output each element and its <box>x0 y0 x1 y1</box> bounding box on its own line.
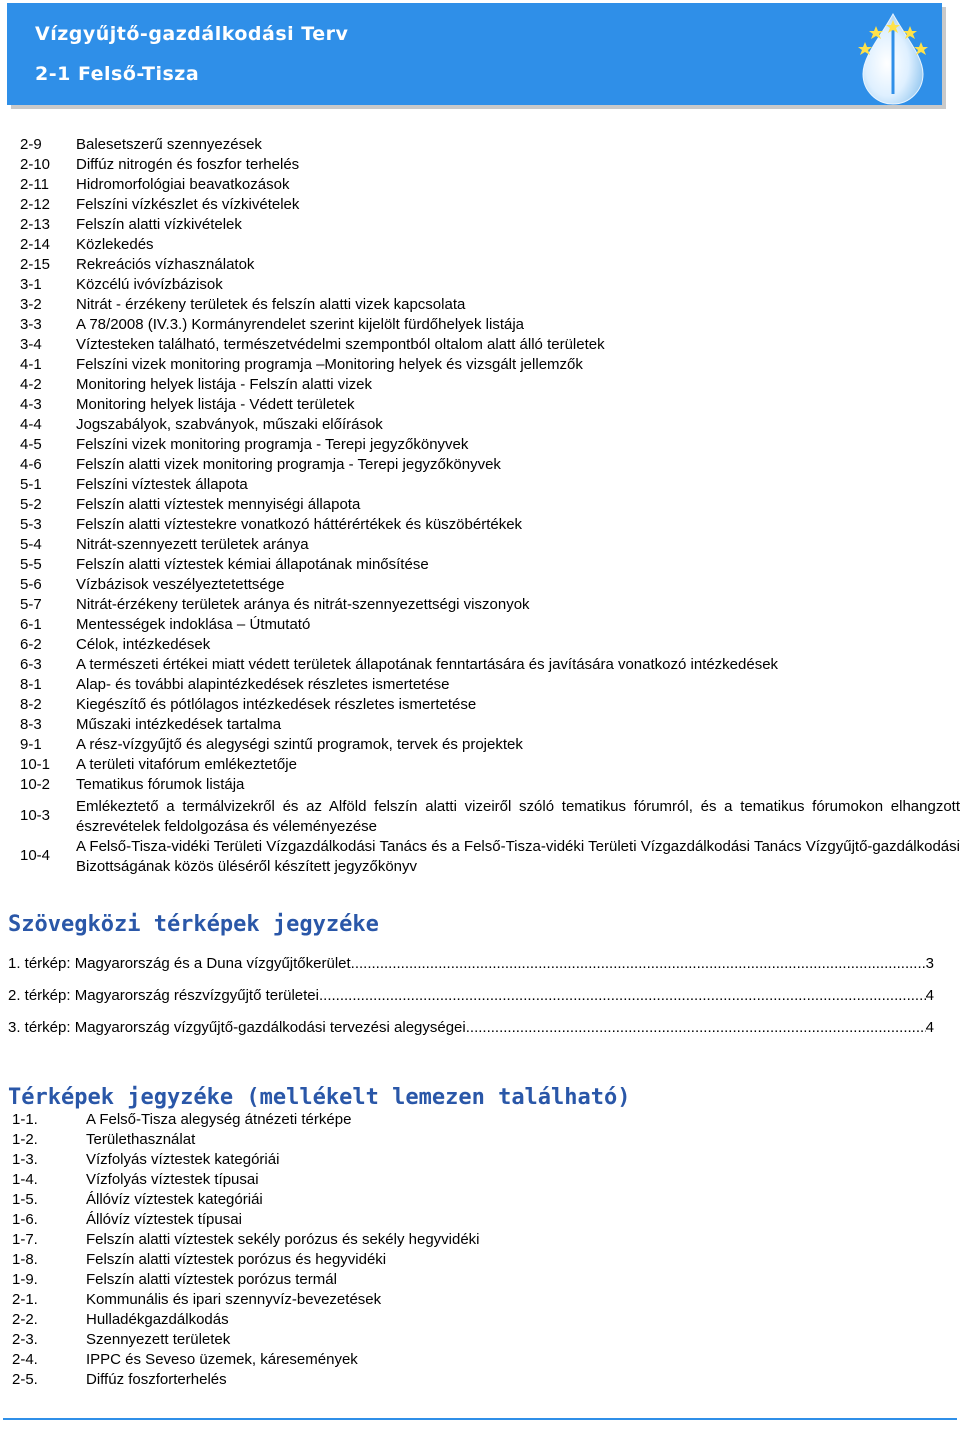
item-code: 5-3 <box>20 516 42 533</box>
item-code: 4-5 <box>20 436 42 453</box>
header-banner <box>7 3 942 105</box>
item-code: 3-4 <box>20 336 42 353</box>
item-title: Nitrát-érzékeny területek aránya és nitrát-szennyezettségi viszonyok <box>76 596 530 613</box>
item-code: 6-2 <box>20 636 42 653</box>
item-title: Felszíni vízkészlet és vízkivételek <box>76 196 300 213</box>
item-title: A területi vitafórum emlékeztetője <box>76 756 297 773</box>
item-title: Felszíni vizek monitoring programja –Monitoring helyek és vizsgált jellemzők <box>76 356 583 373</box>
item-title: Vízbázisok veszélyeztetettsége <box>76 576 285 593</box>
item-title: Diffúz foszforterhelés <box>86 1371 227 1388</box>
toc-leader-dots <box>319 987 926 1004</box>
item-title: Monitoring helyek listája - Védett területek <box>76 396 355 413</box>
item-title: Felszíni víztestek állapota <box>76 476 248 493</box>
toc-entry[interactable] <box>8 1019 934 1039</box>
item-title: Monitoring helyek listája - Felszín alatti vizek <box>76 376 372 393</box>
item-code: 6-1 <box>20 616 42 633</box>
item-title: Hulladékgazdálkodás <box>86 1311 229 1328</box>
item-title: Állóvíz víztestek kategóriái <box>86 1191 263 1208</box>
item-code: 2-9 <box>20 136 42 153</box>
item-code: 2-15 <box>20 256 51 273</box>
item-code: 4-4 <box>20 416 42 433</box>
eu-water-drop-logo-icon <box>843 6 942 105</box>
item-code: 2-13 <box>20 216 51 233</box>
toc-entry[interactable] <box>8 987 934 1007</box>
list-item <box>0 837 960 877</box>
item-title: Kiegészítő és pótlólagos intézkedések részletes ismertetése <box>76 696 477 713</box>
item-code: 1-8. <box>12 1251 38 1268</box>
item-code: 10-1 <box>20 756 51 773</box>
item-title: Célok, intézkedések <box>76 636 211 653</box>
item-title: Felszín alatti vízkivételek <box>76 216 242 233</box>
item-title: Hidromorfológiai beavatkozások <box>76 176 290 193</box>
item-title: Rekreációs vízhasználatok <box>76 256 255 273</box>
item-title: Emlékeztető a termálvizekről és az Alföld felszín alatti vizeiről szóló tematikus fórumról, és a tematikus fórumokon elhangzott észrevételek feldolgozása és véleményezése <box>76 798 960 835</box>
toc-page-number: 3 <box>925 955 934 972</box>
item-code: 8-3 <box>20 716 42 733</box>
item-code: 10-4 <box>20 847 51 864</box>
item-code: 1-5. <box>12 1191 38 1208</box>
item-code: 2-4. <box>12 1351 38 1368</box>
toc-page-number: 4 <box>925 987 934 1004</box>
item-code: 2-14 <box>20 236 51 253</box>
item-code: 1-2. <box>12 1131 38 1148</box>
item-code: 5-4 <box>20 536 42 553</box>
item-title: A 78/2008 (IV.3.) Kormányrendelet szerint kijelölt fürdőhelyek listája <box>76 316 525 333</box>
item-title: Nitrát - érzékeny területek és felszín alatti vizek kapcsolata <box>76 296 466 313</box>
toc-entry-title: 2. térkép: Magyarország részvízgyűjtő területei <box>8 987 319 1004</box>
item-title: Kommunális és ipari szennyvíz-bevezetések <box>86 1291 382 1308</box>
item-title: Felszín alatti víztestek mennyiségi állapota <box>76 496 361 513</box>
toc-leader-dots <box>351 955 926 972</box>
item-code: 2-11 <box>20 176 49 193</box>
item-code: 6-3 <box>20 656 42 673</box>
item-code: 1-9. <box>12 1271 38 1288</box>
item-code: 4-3 <box>20 396 42 413</box>
item-code: 2-3. <box>12 1331 38 1348</box>
item-title: IPPC és Seveso üzemek, káresemények <box>86 1351 358 1368</box>
item-code: 5-2 <box>20 496 42 513</box>
item-code: 5-7 <box>20 596 42 613</box>
item-code: 5-1 <box>20 476 42 493</box>
item-title: Közcélú ivóvízbázisok <box>76 276 223 293</box>
item-title: Jogszabályok, szabványok, műszaki előírások <box>76 416 383 433</box>
item-title: A Felső-Tisza alegység átnézeti térképe <box>86 1111 352 1128</box>
item-code: 3-2 <box>20 296 42 313</box>
item-title: A Felső-Tisza-vidéki Területi Vízgazdálkodási Tanács és a Felső-Tisza-vidéki Területi Vízgazdálkodási Tanács Vízgyűjtő-gazdálkodási Bizottságának közös üléséről készített jegyzőkönyv <box>76 838 960 875</box>
footer-divider <box>3 1418 957 1420</box>
item-code: 2-12 <box>20 196 51 213</box>
item-code: 4-6 <box>20 456 42 473</box>
item-code: 1-6. <box>12 1211 38 1228</box>
toc-leader-dots <box>466 1019 926 1036</box>
document-title: Vízgyűjtő-gazdálkodási Terv <box>35 23 349 45</box>
item-code: 8-2 <box>20 696 42 713</box>
item-code: 8-1 <box>20 676 42 693</box>
item-title: Területhasználat <box>86 1131 196 1148</box>
item-title: Közlekedés <box>76 236 154 253</box>
item-code: 1-1. <box>12 1111 38 1128</box>
item-code: 2-1. <box>12 1291 38 1308</box>
item-code: 2-5. <box>12 1371 38 1388</box>
item-title: Szennyezett területek <box>86 1331 231 1348</box>
item-code: 4-2 <box>20 376 42 393</box>
item-title: A rész-vízgyűjtő és alegységi szintű programok, tervek és projektek <box>76 736 523 753</box>
toc-page-number: 4 <box>925 1019 934 1036</box>
item-title: Felszíni vizek monitoring programja - Terepi jegyzőkönyvek <box>76 436 469 453</box>
item-title: Műszaki intézkedések tartalma <box>76 716 282 733</box>
list-item <box>0 797 960 837</box>
document-subtitle: 2-1 Felső-Tisza <box>35 63 200 85</box>
item-title: Állóvíz víztestek típusai <box>86 1211 242 1228</box>
item-title: Tematikus fórumok listája <box>76 776 245 793</box>
toc-entry[interactable] <box>8 955 934 975</box>
text-maps-heading: Szövegközi térképek jegyzéke <box>8 912 379 937</box>
toc-entry-title: 3. térkép: Magyarország vízgyűjtő-gazdálkodási tervezési alegységei <box>8 1019 466 1036</box>
item-code: 5-6 <box>20 576 42 593</box>
item-code: 3-1 <box>20 276 42 293</box>
item-title: Felszín alatti víztestekre vonatkozó háttérértékek és küszöbértékek <box>76 516 523 533</box>
item-code: 10-3 <box>20 807 51 824</box>
item-code: 1-7. <box>12 1231 38 1248</box>
item-title: Vízfolyás víztestek típusai <box>86 1171 259 1188</box>
toc-entry-title: 1. térkép: Magyarország és a Duna vízgyűjtőkerület <box>8 955 351 972</box>
item-title: Alap- és további alapintézkedések részletes ismertetése <box>76 676 450 693</box>
item-code: 3-3 <box>20 316 42 333</box>
item-title: Felszín alatti víztestek porózus és hegyvidéki <box>86 1251 387 1268</box>
item-title: Vízfolyás víztestek kategóriái <box>86 1151 280 1168</box>
item-title: Felszín alatti víztestek sekély porózus és sekély hegyvidéki <box>86 1231 480 1248</box>
item-title: Mentességek indoklása – Útmutató <box>76 616 311 633</box>
item-title: Diffúz nitrogén és foszfor terhelés <box>76 156 300 173</box>
item-title: Felszín alatti vizek monitoring programja - Terepi jegyzőkönyvek <box>76 456 501 473</box>
item-code: 2-10 <box>20 156 51 173</box>
item-code: 1-4. <box>12 1171 38 1188</box>
item-code: 9-1 <box>20 736 42 753</box>
attached-maps-heading: Térképek jegyzéke (mellékelt lemezen található) <box>8 1085 631 1110</box>
item-title: A természeti értékei miatt védett területek állapotának fenntartására és javítására vonatkozó intézkedések <box>76 656 779 673</box>
item-title: Balesetszerű szennyezések <box>76 136 262 153</box>
item-title: Víztesteken található, természetvédelmi szempontból oltalom alatt álló területek <box>76 336 605 353</box>
item-title: Felszín alatti víztestek porózus termál <box>86 1271 337 1288</box>
item-code: 2-2. <box>12 1311 38 1328</box>
item-code: 4-1 <box>20 356 42 373</box>
item-code: 1-3. <box>12 1151 38 1168</box>
item-code: 10-2 <box>20 776 51 793</box>
item-title: Felszín alatti víztestek kémiai állapotának minősítése <box>76 556 429 573</box>
item-title: Nitrát-szennyezett területek aránya <box>76 536 309 553</box>
item-code: 5-5 <box>20 556 42 573</box>
